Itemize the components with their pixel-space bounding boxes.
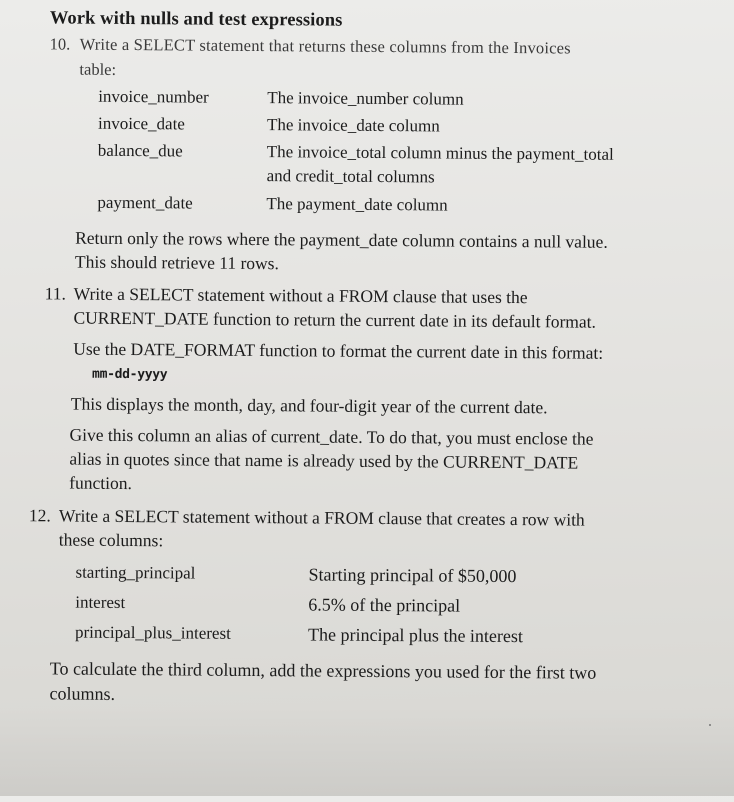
exercise-12-prompt-line-1: Write a SELECT statement without a FROM clause that creates a row with	[58, 505, 585, 530]
exercise-10-prompt-line-2: table:	[79, 59, 117, 79]
exercise-11-prompt-line-2: CURRENT_DATE function to return the current date in its default format.	[73, 307, 597, 332]
ex10-column-name: balance_due	[97, 140, 183, 161]
exercise-10-prompt-line-1: Write a SELECT statement that returns these columns from the Invoices	[79, 34, 571, 58]
ex12-column-name: principal_plus_interest	[74, 622, 231, 643]
exercise-11-number: 11.	[44, 283, 67, 304]
ex12-column-name: starting_principal	[75, 562, 196, 583]
page-shadow	[0, 706, 734, 796]
ex12-column-desc: The principal plus the interest	[307, 624, 524, 647]
ex10-column-name: invoice_number	[98, 86, 209, 107]
ex10-column-name: payment_date	[97, 192, 193, 213]
exercise-12-note-line-1: To calculate the third column, add the expressions you used for the first two	[49, 658, 597, 683]
ex10-column-name: invoice_date	[97, 113, 185, 134]
ex12-column-desc: Starting principal of $50,000	[308, 564, 517, 587]
section-heading: Work with nulls and test expressions	[49, 8, 343, 31]
ex10-column-desc: The invoice_total column minus the payment_total	[266, 142, 614, 164]
ex10-column-desc: The invoice_number column	[267, 88, 464, 109]
exercise-10-note-line-2: This should retrieve 11 rows.	[74, 251, 279, 274]
ex10-column-desc: The payment_date column	[266, 194, 448, 215]
exercise-10-note-line-1: Return only the rows where the payment_date column contains a null value.	[75, 227, 608, 252]
exercise-10-number: 10.	[49, 34, 71, 54]
exercise-11-display-note: This displays the month, day, and four-digit year of the current date.	[70, 393, 548, 418]
ex12-column-desc: 6.5% of the principal	[308, 594, 461, 616]
exercise-11-prompt-line-1: Write a SELECT statement without a FROM clause that uses the	[73, 283, 528, 308]
exercise-11-format-intro: Use the DATE_FORMAT function to format the current date in this format:	[73, 338, 604, 363]
exercise-11-alias-line-2: alias in quotes since that name is already used by the CURRENT_DATE	[69, 448, 579, 473]
exercise-12-number: 12.	[28, 505, 51, 526]
exercise-11-format-code: mm-dd-yyyy	[92, 366, 168, 383]
exercise-11-alias-line-3: function.	[69, 472, 132, 494]
exercise-11-alias-line-1: Give this column an alias of current_date. To do that, you must enclose the	[69, 424, 594, 449]
ex12-column-name: interest	[75, 592, 126, 613]
ex10-column-desc: The invoice_date column	[266, 115, 440, 136]
exercise-12-prompt-line-2: these columns:	[58, 529, 164, 551]
ex10-column-desc: and credit_total columns	[266, 166, 435, 187]
exercise-12-note-line-2: columns.	[49, 683, 116, 704]
